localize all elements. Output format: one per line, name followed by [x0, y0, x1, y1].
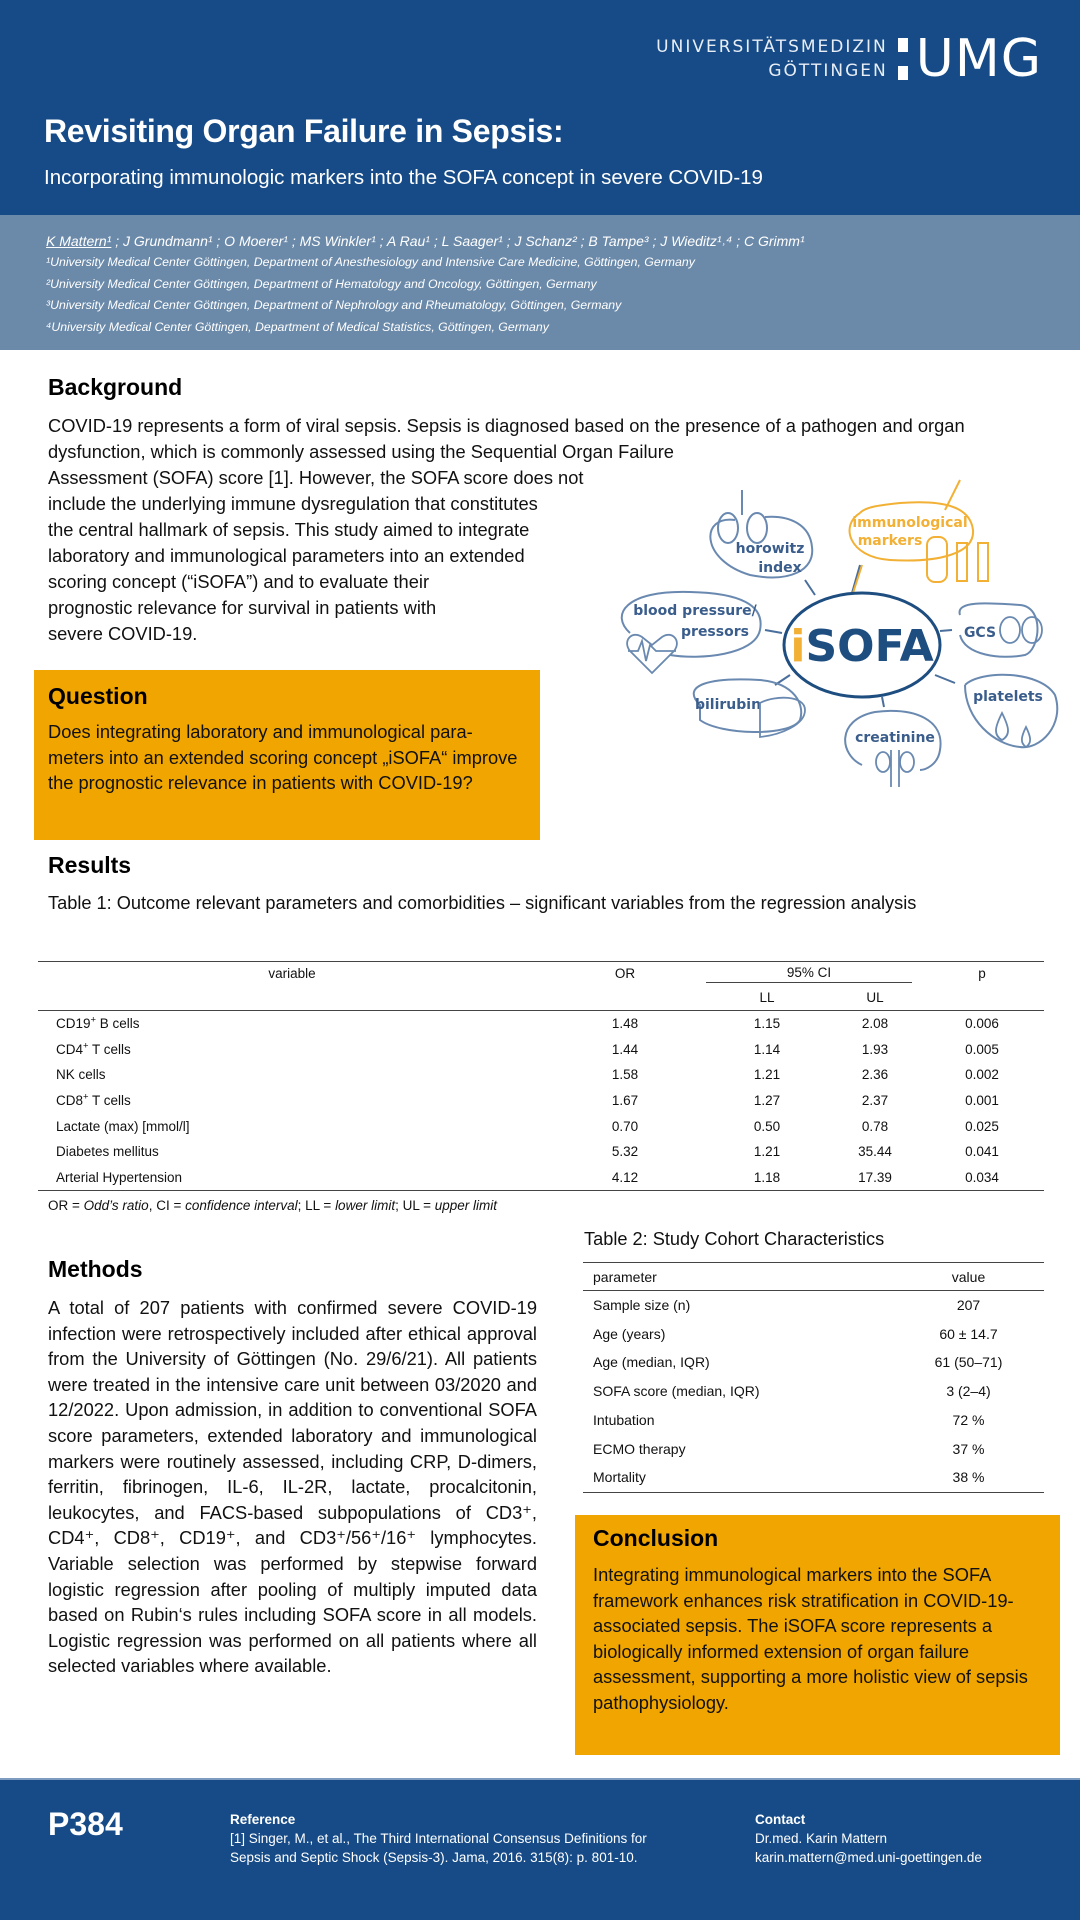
contact-block [755, 1810, 982, 1867]
svg-text:immunological: immunological [852, 515, 968, 531]
logo-line-1: UNIVERSITÄTSMEDIZIN [656, 37, 888, 57]
svg-text:bilirubin: bilirubin [694, 697, 762, 713]
cell-variable: Diabetes mellitus [56, 1144, 159, 1160]
background-line: laboratory and immunological parameters into an extended [48, 545, 525, 566]
svg-text:horowitz: horowitz [735, 541, 805, 557]
kidneys-icon [876, 750, 914, 787]
reference-line-2: Sepsis and Septic Shock (Sepsis-3). Jama, 2016. 315(8): p. 801-10. [230, 1850, 638, 1865]
background-heading: Background [48, 374, 183, 400]
cell-ll: 1.27 [753, 1092, 781, 1108]
heart-rate-icon [627, 635, 677, 673]
cell-or: 4.12 [611, 1169, 639, 1185]
table1-regression [38, 961, 1044, 1191]
col-header-value: value [951, 1268, 986, 1285]
reference-block [230, 1810, 647, 1867]
header-spacer [546, 986, 704, 1011]
question-text: Does integrating laboratory and immunological para-meters into an extended scoring concept „iSOFA“ improve the prognostic relevance in patients with COVID-19? [48, 721, 518, 793]
logo-colon-icon [898, 38, 908, 80]
test-tubes-icon [927, 480, 988, 582]
cell-parameter: Intubation [593, 1412, 655, 1429]
table-row [583, 1377, 1044, 1406]
table1-caption: Table 1: Outcome relevant parameters and comorbidities – significant variables from the regression analysis [48, 893, 917, 913]
affiliation-1: ¹University Medical Center Göttingen, Department of Anesthesiology and Intensive Care Medicine, Göttingen, Germany [46, 255, 695, 269]
logo-line-2: GÖTTINGEN [768, 61, 888, 81]
methods-text: A total of 207 patients with confirmed severe COVID-19 infection were retrospectively included after ethical approval from the University of Göttingen (No. 29/6/21). All patients were treated in the intensive care unit between 03/2020 and 12/2022. Upon admission, in addition to conventional SOFA score parameters, extended laboratory and immunological markers were routinely assessed, including CRP, D-dimers, ferritin, fibrinogen, IL-6, IL-2R, lactate, procalcitonin, leukocytes, and FACS-based subpopulations of CD3⁺, CD4⁺, CD8⁺, CD19⁺, and CD3⁺/56⁺/16⁺ lymphocytes. Variable selection was performed by stepwise forward logistic regression after pooling of multiply imputed data based on Rubin‘s rules including SOFA score in all models. Logistic regression was performed on all patients where all selected variables where available. [48, 1297, 537, 1677]
table2-cohort [583, 1262, 1044, 1493]
cell-value: 37 % [952, 1440, 985, 1457]
cell-variable: Lactate (max) [mmol/l] [56, 1118, 190, 1134]
col-header-ci: 95% CI [704, 962, 920, 986]
cell-p: 0.034 [965, 1169, 999, 1185]
table-row [583, 1406, 1044, 1435]
cell-value: 61 (50–71) [934, 1354, 1003, 1371]
poster-title: Revisiting Organ Failure in Sepsis: [44, 113, 564, 149]
reference-label: Reference [230, 1812, 296, 1827]
cell-ul: 2.37 [861, 1092, 889, 1108]
cell-p: 0.002 [965, 1067, 999, 1083]
cell-ll: 1.18 [753, 1169, 781, 1185]
cell-ul: 17.39 [858, 1169, 892, 1185]
cell-or: 5.32 [611, 1144, 639, 1160]
poster-footer [0, 1778, 1080, 1920]
background-line: severe COVID-19. [48, 623, 198, 644]
co-authors: ; J Grundmann¹ ; O Moerer¹ ; MS Winkler¹ ; A Rau¹ ; L Saager¹ ; J Schanz² ; B Tampe³ ; J Wieditz¹˒⁴ ; C Grimm¹ [111, 233, 805, 249]
cell-value: 60 ± 14.7 [939, 1325, 998, 1342]
node-bilirubin [694, 679, 805, 737]
authors-band [0, 215, 1080, 350]
contact-name: Dr.med. Karin Mattern [755, 1831, 888, 1846]
cell-p: 0.006 [965, 1016, 999, 1032]
table-row [38, 1011, 1044, 1037]
background-line: scoring concept (“iSOFA”) and to evaluate their [48, 571, 430, 592]
cell-variable: Arterial Hypertension [56, 1169, 183, 1185]
cell-variable: CD8+ T cells [56, 1091, 131, 1108]
affiliation-3: ³University Medical Center Göttingen, Department of Nephrology and Rheumatology, Göttingen, Germany [46, 298, 622, 312]
background-line: include the underlying immune dysregulation that constitutes [48, 493, 538, 514]
cell-value: 3 (2–4) [946, 1383, 991, 1400]
col-header-or: OR [614, 966, 636, 982]
cell-parameter: Mortality [593, 1469, 646, 1486]
cell-ll: 0.50 [753, 1118, 781, 1134]
cell-ul: 2.08 [861, 1016, 889, 1032]
table-row [583, 1291, 1044, 1320]
table-row [38, 1165, 1044, 1191]
header-spacer [38, 986, 546, 1011]
table-row [38, 1088, 1044, 1114]
poster-subtitle: Incorporating immunologic markers into the SOFA concept in severe COVID-19 [44, 166, 763, 189]
svg-text:blood pressure/: blood pressure/ [633, 603, 757, 619]
table2-caption: Table 2: Study Cohort Characteristics [584, 1229, 885, 1249]
cell-or: 1.44 [611, 1041, 639, 1057]
isofa-concept-diagram [600, 465, 1060, 795]
node-horowitz-index [710, 490, 812, 577]
lungs-icon [718, 490, 767, 543]
cell-variable: NK cells [56, 1067, 106, 1083]
col-header-variable: variable [268, 966, 316, 982]
table-row [583, 1434, 1044, 1463]
col-header-parameter: parameter [593, 1268, 657, 1285]
background-line: dysfunction, which is commonly assessed using the Sequential Organ Failure [48, 441, 674, 462]
svg-text:GCS: GCS [963, 625, 997, 641]
cell-ll: 1.21 [753, 1067, 781, 1083]
cell-value: 38 % [952, 1469, 985, 1486]
cell-parameter: Sample size (n) [593, 1297, 691, 1314]
cell-ll: 1.14 [753, 1041, 781, 1057]
node-immunological-markers [850, 480, 988, 582]
conclusion-box [575, 1515, 1060, 1755]
svg-text:creatinine: creatinine [855, 730, 935, 746]
umg-logo [656, 29, 1042, 89]
cell-p: 0.025 [965, 1118, 999, 1134]
node-gcs [960, 603, 1042, 656]
cell-ll: 1.15 [753, 1016, 781, 1032]
node-creatinine [845, 711, 940, 787]
cell-p: 0.001 [965, 1092, 999, 1108]
cell-variable: CD19+ B cells [56, 1014, 140, 1032]
cell-or: 1.58 [611, 1067, 639, 1083]
table-row [583, 1348, 1044, 1377]
reference-line-1: [1] Singer, M., et al., The Third International Consensus Definitions for [230, 1831, 647, 1846]
col-header-ll: LL [759, 990, 775, 1006]
cell-value: 72 % [952, 1412, 985, 1429]
cell-p: 0.041 [965, 1144, 999, 1160]
table-row [583, 1319, 1044, 1348]
affiliation-4: ⁴University Medical Center Göttingen, Department of Medical Statistics, Göttingen, Germany [46, 319, 549, 334]
cell-parameter: SOFA score (median, IQR) [593, 1383, 760, 1400]
background-line: COVID-19 represents a form of viral sepsis. Sepsis is diagnosed based on the presence of a pathogen and organ [48, 415, 965, 436]
contact-email[interactable]: karin.mattern@med.uni-goettingen.de [755, 1850, 982, 1865]
logo-wordmark [656, 35, 888, 83]
conclusion-heading: Conclusion [593, 1525, 719, 1551]
results-heading: Results [48, 852, 132, 878]
table1-footnote: OR = Odd’s ratio, CI = confidence interval; LL = lower limit; UL = upper limit [48, 1198, 498, 1213]
cell-parameter: Age (median, IQR) [593, 1354, 710, 1371]
cell-p: 0.005 [965, 1041, 999, 1057]
col-header-p: p [978, 966, 986, 982]
cell-or: 1.67 [611, 1092, 639, 1108]
poster-id: P384 [48, 1806, 123, 1842]
node-blood-pressure [622, 592, 761, 673]
cell-ul: 2.36 [861, 1067, 889, 1083]
cell-variable: CD4+ T cells [56, 1040, 131, 1057]
background-line: prognostic relevance for survival in patients with [48, 597, 437, 618]
node-platelets [965, 675, 1057, 747]
contact-label: Contact [755, 1812, 806, 1827]
background-line: the central hallmark of sepsis. This study aimed to integrate [48, 519, 530, 540]
first-author: K Mattern¹ [46, 233, 112, 249]
cell-value: 207 [956, 1297, 981, 1314]
conclusion-text: Integrating immunological markers into the SOFA framework enhances risk stratification in COVID-19-associated sepsis. The iSOFA score represents a biologically informed extension of organ failure assessment, supporting a more holistic view of sepsis pathophysiology. [593, 1564, 1028, 1713]
svg-text:pressors: pressors [681, 624, 749, 640]
question-box [34, 670, 540, 840]
svg-text:markers: markers [857, 533, 923, 549]
cell-parameter: ECMO therapy [593, 1440, 686, 1457]
svg-text:index: index [758, 560, 802, 576]
cell-ul: 0.78 [861, 1118, 889, 1134]
table-row [583, 1463, 1044, 1492]
logo-mark: UMG [915, 29, 1042, 89]
col-header-ul: UL [866, 990, 884, 1006]
header-spacer [920, 986, 1044, 1011]
table-row [38, 1113, 1044, 1139]
table-row [38, 1062, 1044, 1088]
isofa-center-label: iSOFA [790, 621, 934, 672]
cell-ul: 35.44 [858, 1144, 892, 1160]
methods-heading: Methods [48, 1256, 143, 1282]
cell-or: 0.70 [611, 1118, 639, 1134]
cell-ul: 1.93 [861, 1041, 889, 1057]
cell-parameter: Age (years) [593, 1325, 666, 1342]
table-row [38, 1139, 1044, 1165]
affiliation-2: ²University Medical Center Göttingen, Department of Hematology and Oncology, Göttingen, Germany [46, 276, 597, 291]
svg-text:platelets: platelets [973, 689, 1043, 705]
author-list [46, 230, 1080, 252]
poster-header [0, 0, 1080, 215]
cell-ll: 1.21 [753, 1144, 781, 1160]
cell-or: 1.48 [611, 1016, 639, 1032]
table-row [38, 1036, 1044, 1062]
background-line: Assessment (SOFA) score [1]. However, the SOFA score does not [48, 467, 584, 488]
question-heading: Question [48, 683, 148, 709]
